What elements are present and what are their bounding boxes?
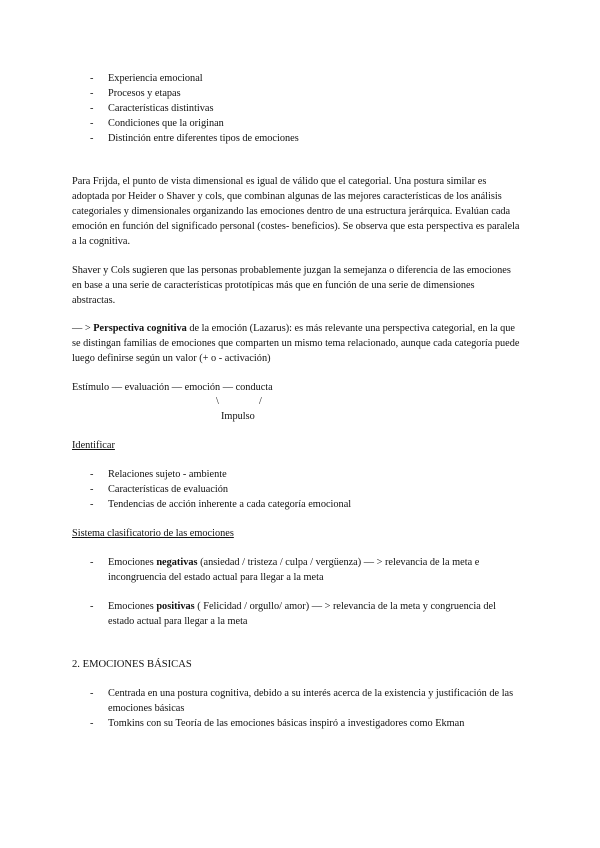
list-item: - Emociones negativas (ansiedad / tristeza / culpa / vergüenza) — > relevancia de la meta e incongruencia del estado actual para llegar a la meta	[90, 557, 480, 583]
sistema-heading: Sistema clasificatorio de las emociones	[72, 528, 234, 539]
list-item: - Características de evaluación	[90, 484, 229, 495]
process-diagram-line: Estímulo — evaluación — emoción — conducta	[72, 382, 273, 393]
emociones-basicas-list	[72, 686, 520, 731]
diagram-left-slash: \	[216, 396, 219, 407]
sistema-positive-list	[72, 599, 520, 629]
list-item: - Centrada en una postura cognitiva, debido a su interés acerca de la existencia y justificación de las emociones básicas	[90, 688, 514, 714]
list-item: - Condiciones que la originan	[90, 118, 224, 129]
sistema-negative-list	[72, 555, 520, 585]
list-item: - Procesos y etapas	[90, 88, 181, 99]
list-item: - Tendencias de acción inherente a cada categoría emocional	[90, 499, 352, 510]
list-item: - Experiencia emocional	[90, 73, 203, 84]
identificar-list	[72, 467, 520, 512]
paragraph-frijda: Para Frijda, el punto de vista dimensional es igual de válido que el categorial. Una postura similar es adoptada por Heider o Shaver y cols, que combinan algunas de las mejores características de los análisis categoriales y dimensionales organizando las emociones dentro de una estructura jerárquica. Evalúan cada emoción en función del significado personal (costes- beneficios). Se observa que esta perspectiva es paralela a la cognitiva.	[72, 176, 520, 247]
identificar-heading: Identificar	[72, 440, 115, 451]
emotion-aspects-list	[72, 71, 520, 146]
paragraph-cognitive-perspective: — > Perspectiva cognitiva de la emoción (Lazarus): es más relevante una perspectiva categorial, en la que se distingan familias de emociones que comparten un mismo tema relacionado, aunque cada categoría puede luego definirse según un valor (+ o - activación)	[72, 323, 520, 364]
list-item: - Emociones positivas ( Felicidad / orgullo/ amor) — > relevancia de la meta y congruencia del estado actual para llegar a la meta	[90, 601, 496, 627]
list-item: - Distinción entre diferentes tipos de emociones	[90, 133, 299, 144]
list-item: - Relaciones sujeto - ambiente	[90, 469, 227, 480]
section-heading-emociones-basicas: 2. EMOCIONES BÁSICAS	[72, 659, 192, 670]
diagram-right-slash: /	[259, 396, 262, 407]
list-item: - Características distintivas	[90, 103, 214, 114]
paragraph-shaver: Shaver y Cols sugieren que las personas probablemente juzgan la semejanza o diferencia de las emociones en base a una serie de características prototípicas más que en función de una serie de dimensiones abstractas.	[72, 265, 511, 306]
list-item: - Tomkins con su Teoría de las emociones básicas inspiró a investigadores como Ekman	[90, 718, 465, 729]
diagram-impulso: Impulso	[221, 411, 255, 422]
